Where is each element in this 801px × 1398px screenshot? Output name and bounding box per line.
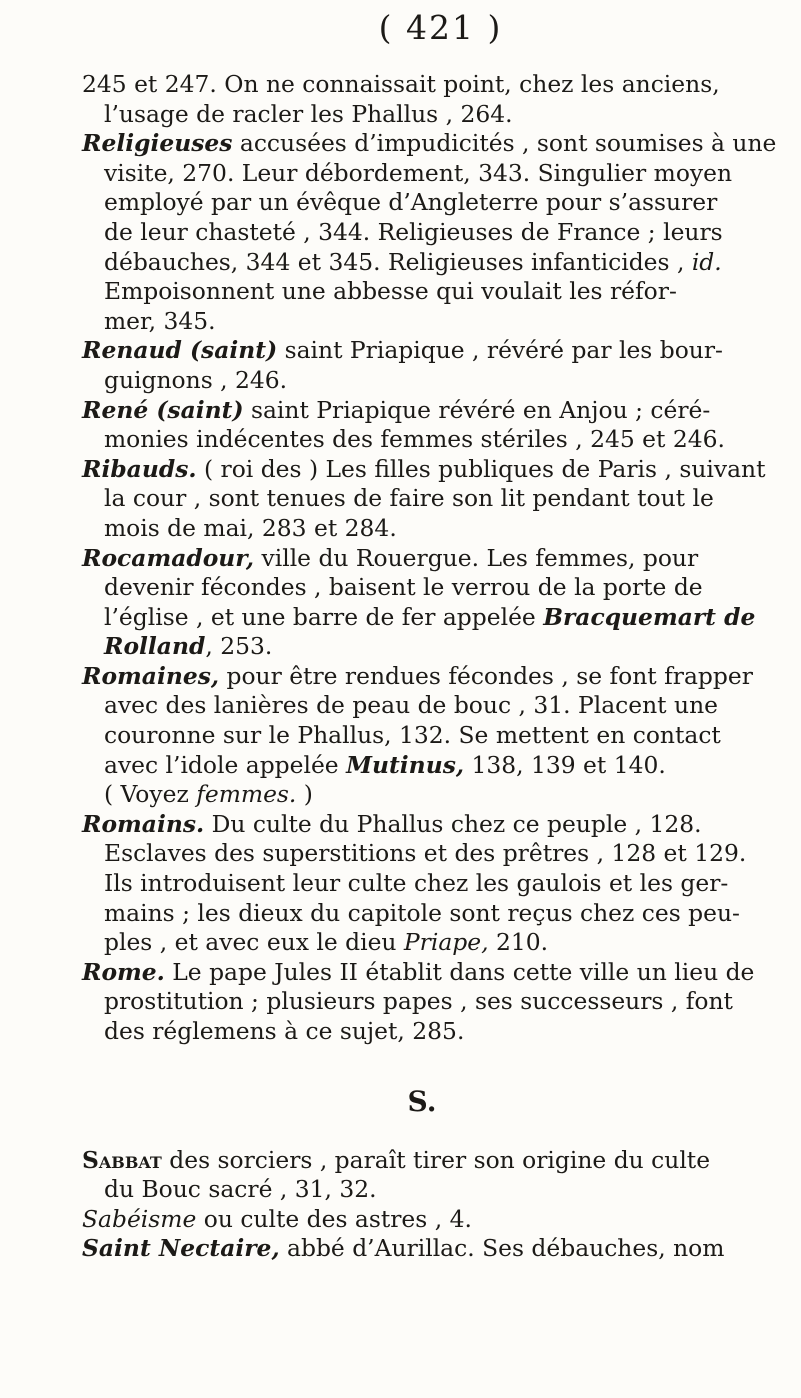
index-entry [82,544,762,662]
entry-headword: René (saint) [82,395,244,424]
entry-text: des sorciers , paraît tirer son origine du culte [161,1145,711,1174]
entry-line [82,514,762,544]
entry-text: abbé d’Aurillac. Ses débauches, nom [279,1234,725,1263]
entry-text: des réglemens à ce sujet, 285. [104,1017,465,1045]
entry-line [82,336,762,366]
entry-text: ville du Rouergue. Les femmes, pour [254,543,699,572]
entry-line [82,454,766,485]
entry-line [82,899,762,929]
entry-headword: Saint Nectaire, [82,1234,280,1263]
entry-line [82,603,762,633]
entry-line [82,484,762,514]
entry-text: prostitution ; plusieurs papes , ses successeurs , font [104,987,733,1016]
entry-text: Empoisonnent une abbesse qui voulait les réfor- [104,277,677,306]
entry-text: employé par un évêque d’Angleterre pour s’assurer [104,188,718,217]
entry-text: ) [296,780,313,809]
entry-text: Ils introduisent leur culte chez les gaulois et les ger- [104,869,729,898]
letter-heading: S. [407,1084,437,1118]
index-entry [82,336,762,395]
entry-text: Du culte du Phallus chez ce peuple , 128. [204,809,702,838]
entry-text: l’église , et une barre de fer appelée [104,602,544,631]
entry-text: du Bouc sacré , 31, 32. [104,1175,377,1204]
entries-top [82,70,777,1047]
page-number: ( 421 ) [378,8,503,47]
entry-line [82,662,762,692]
entry-text: saint Priapique , révéré par les bour- [277,336,723,365]
entry-line [82,129,777,159]
entry-line [82,544,762,574]
entry-text: id. [691,247,722,276]
entry-line [82,1205,762,1235]
entry-headword: Bracquemart de [543,602,756,631]
entry-line [82,810,762,840]
entry-headword: Rome. [82,957,165,986]
entry-text: monies indécentes des femmes stériles , 245 et 246. [104,425,725,454]
entry-text: 138, 139 et 140. [464,750,666,779]
entry-text: pour être rendues fécondes , se font frapper [219,661,753,690]
entry-headword: Rocamadour, [82,543,255,572]
entry-line [82,218,762,248]
entry-line [82,780,762,810]
entry-line [82,100,762,130]
entry-line [82,573,762,603]
index-entry [82,70,762,129]
entry-text: guignons , 246. [104,365,288,394]
entry-text: saint Priapique révéré en Anjou ; céré- [243,395,711,424]
entry-headword: Religieuses [82,129,233,158]
entry-text: 210. [488,928,549,957]
entry-text: visite, 270. Leur débordement, 343. Singulier moyen [104,158,733,187]
entry-line [82,248,762,278]
entry-headword: Romains. [82,809,205,838]
entry-headword: Ribauds. [82,454,197,483]
entry-line [82,691,762,721]
entry-headword: Renaud (saint) [82,336,278,365]
entry-text: avec des lanières de peau de bouc , 31. Placent une [104,691,718,720]
entry-text: Le pape Jules II établit dans cette ville un lieu de [164,957,755,986]
entries-bottom [82,1146,762,1264]
entry-text: femmes. [196,780,297,809]
entry-text: l’usage de racler les Phallus , 264. [104,99,513,128]
entry-line [82,869,762,899]
entry-text: , 253. [205,632,273,661]
entry-text: avec l’idole appelée [104,750,347,779]
entry-line [82,366,762,396]
entry-text: mains ; les dieux du capitole sont reçus chez ces peu- [104,898,740,927]
index-entry [82,1146,762,1205]
entry-text: la cour , sont tenues de faire son lit pendant tout le [104,484,714,513]
index-entry [82,810,762,958]
entry-text: devenir fécondes , baisent le verrou de la porte de [104,573,703,602]
entry-line [82,1017,762,1047]
entry-line [82,958,762,988]
entry-text: ples , et avec eux le dieu [104,928,404,957]
entry-text: Sabéisme [82,1204,197,1233]
entry-text: ou culte des astres , 4. [196,1204,472,1233]
entry-text: Esclaves des superstitions et des prêtres , 128 et 129. [104,839,747,868]
entry-line [82,307,762,337]
entry-text: mer, 345. [104,306,216,335]
entry-headword: Sabbat [82,1145,162,1174]
entry-text: accusées d’impudicités , sont soumises à une [232,129,777,158]
entry-line [82,928,762,958]
entry-text: 245 et 247. On ne connaissait point, chez les anciens, [82,70,720,98]
entry-line [82,1234,762,1264]
entry-line [82,987,762,1017]
entry-line [82,70,762,100]
entry-line [82,1146,762,1176]
entry-text: ( Voyez [104,780,197,809]
entry-line [82,425,762,455]
index-text [82,70,777,1264]
index-entry [82,129,777,336]
index-entry [82,958,762,1047]
entry-headword: Romaines, [82,661,220,690]
entry-text: ( roi des ) Les filles publiques de Paris , suivant [196,454,766,483]
entry-text: mois de mai, 283 et 284. [104,513,397,542]
entry-line [82,277,762,307]
index-entry [82,662,762,810]
entry-line [82,159,762,189]
entry-headword: Mutinus, [346,750,465,779]
entry-headword: Rolland [104,632,206,661]
entry-line [82,632,762,662]
entry-line [82,721,762,751]
index-entry [82,454,766,544]
entry-text: couronne sur le Phallus, 132. Se mettent en contact [104,721,721,750]
entry-text: de leur chasteté , 344. Religieuses de France ; leurs [104,217,723,246]
entry-line [82,751,762,781]
entry-line [82,1175,762,1205]
entry-line [82,188,762,218]
index-entry [82,1234,762,1264]
entry-line [82,396,762,426]
index-entry [82,1205,762,1235]
index-entry [82,396,762,455]
entry-line [82,839,762,869]
entry-text: Priape, [403,928,489,957]
entry-text: débauches, 344 et 345. Religieuses infanticides , [104,247,692,276]
